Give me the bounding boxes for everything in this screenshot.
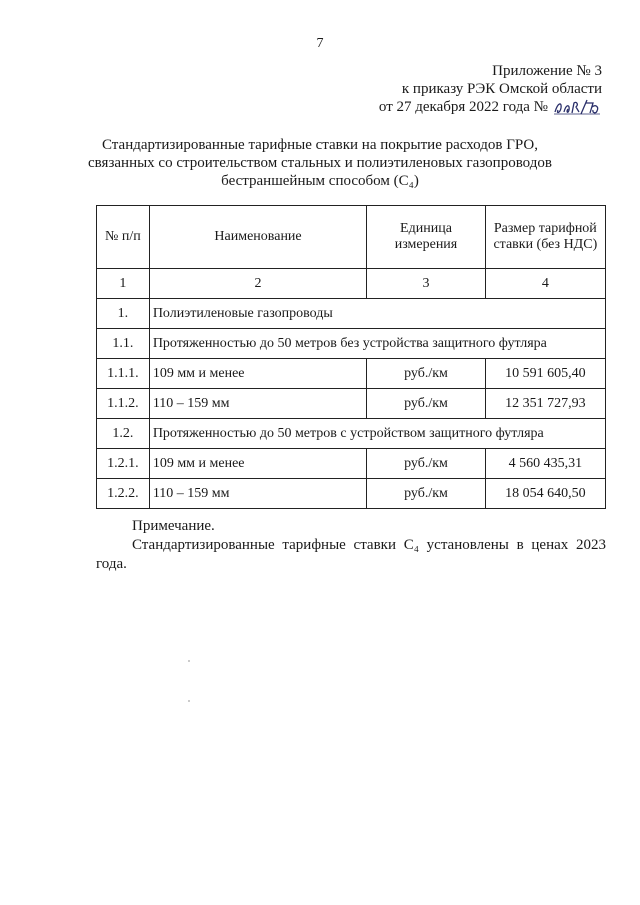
appendix-line-1: Приложение № 3	[492, 63, 602, 79]
header-row	[97, 206, 606, 269]
row-number: 1.2.1.	[97, 449, 150, 479]
table-row	[97, 479, 606, 509]
page-number: 7	[316, 36, 324, 51]
header-number: № п/п	[97, 206, 150, 269]
row-number: 1.2.	[97, 419, 150, 449]
title-line-2: связанных со строительством стальных и полиэтиленовых газопроводов	[88, 155, 552, 171]
section-title: Полиэтиленовые газопроводы	[149, 299, 605, 329]
column-number: 3	[367, 269, 485, 299]
row-number: 1.1.2.	[97, 389, 150, 419]
header-name: Наименование	[149, 206, 366, 269]
row-value: 12 351 727,93	[485, 389, 605, 419]
header-unit: Единица измерения	[367, 206, 485, 269]
column-number: 2	[149, 269, 366, 299]
row-unit: руб./км	[367, 479, 485, 509]
column-number-row	[97, 269, 606, 299]
subsection-title: Протяженностью до 50 метров с устройством защитного футляра	[149, 419, 605, 449]
appendix-line-3	[379, 98, 602, 116]
row-number: 1.1.1.	[97, 359, 150, 389]
scan-speck	[188, 660, 190, 662]
subsection-row	[97, 329, 606, 359]
subsection-title: Протяженностью до 50 метров без устройства защитного футляра	[149, 329, 605, 359]
row-name: 110 – 159 мм	[149, 479, 366, 509]
scan-speck	[188, 700, 190, 702]
row-name: 110 – 159 мм	[149, 389, 366, 419]
table-row	[97, 449, 606, 479]
title-line-3: бестраншейным способом (C₄)	[221, 173, 419, 189]
tariff-table	[96, 205, 606, 509]
section-row	[97, 299, 606, 329]
row-value: 10 591 605,40	[485, 359, 605, 389]
order-date: от 27 декабря 2022 года №	[378, 99, 548, 115]
header-rate: Размер тарифной ставки (без НДС)	[485, 206, 605, 269]
subsection-row	[97, 419, 606, 449]
row-unit: руб./км	[367, 359, 485, 389]
row-unit: руб./км	[367, 389, 485, 419]
row-name: 109 мм и менее	[149, 359, 366, 389]
note-section	[96, 517, 606, 574]
appendix-line-2: к приказу РЭК Омской области	[401, 81, 602, 97]
appendix-header	[379, 62, 602, 116]
document-title	[60, 136, 580, 190]
row-number: 1.	[97, 299, 150, 329]
row-value: 18 054 640,50	[485, 479, 605, 509]
row-value: 4 560 435,31	[485, 449, 605, 479]
row-number: 1.2.2.	[97, 479, 150, 509]
handwritten-order-number	[552, 98, 602, 116]
row-number: 1.1.	[97, 329, 150, 359]
note-text: Стандартизированные тарифные ставки C₄ установлены в ценах 2023 года.	[96, 537, 606, 572]
column-number: 4	[485, 269, 605, 299]
column-number: 1	[97, 269, 150, 299]
row-name: 109 мм и менее	[149, 449, 366, 479]
note-heading: Примечание.	[132, 518, 215, 534]
row-unit: руб./км	[367, 449, 485, 479]
table-row	[97, 359, 606, 389]
title-line-1: Стандартизированные тарифные ставки на покрытие расходов ГРО,	[102, 137, 538, 153]
table-row	[97, 389, 606, 419]
